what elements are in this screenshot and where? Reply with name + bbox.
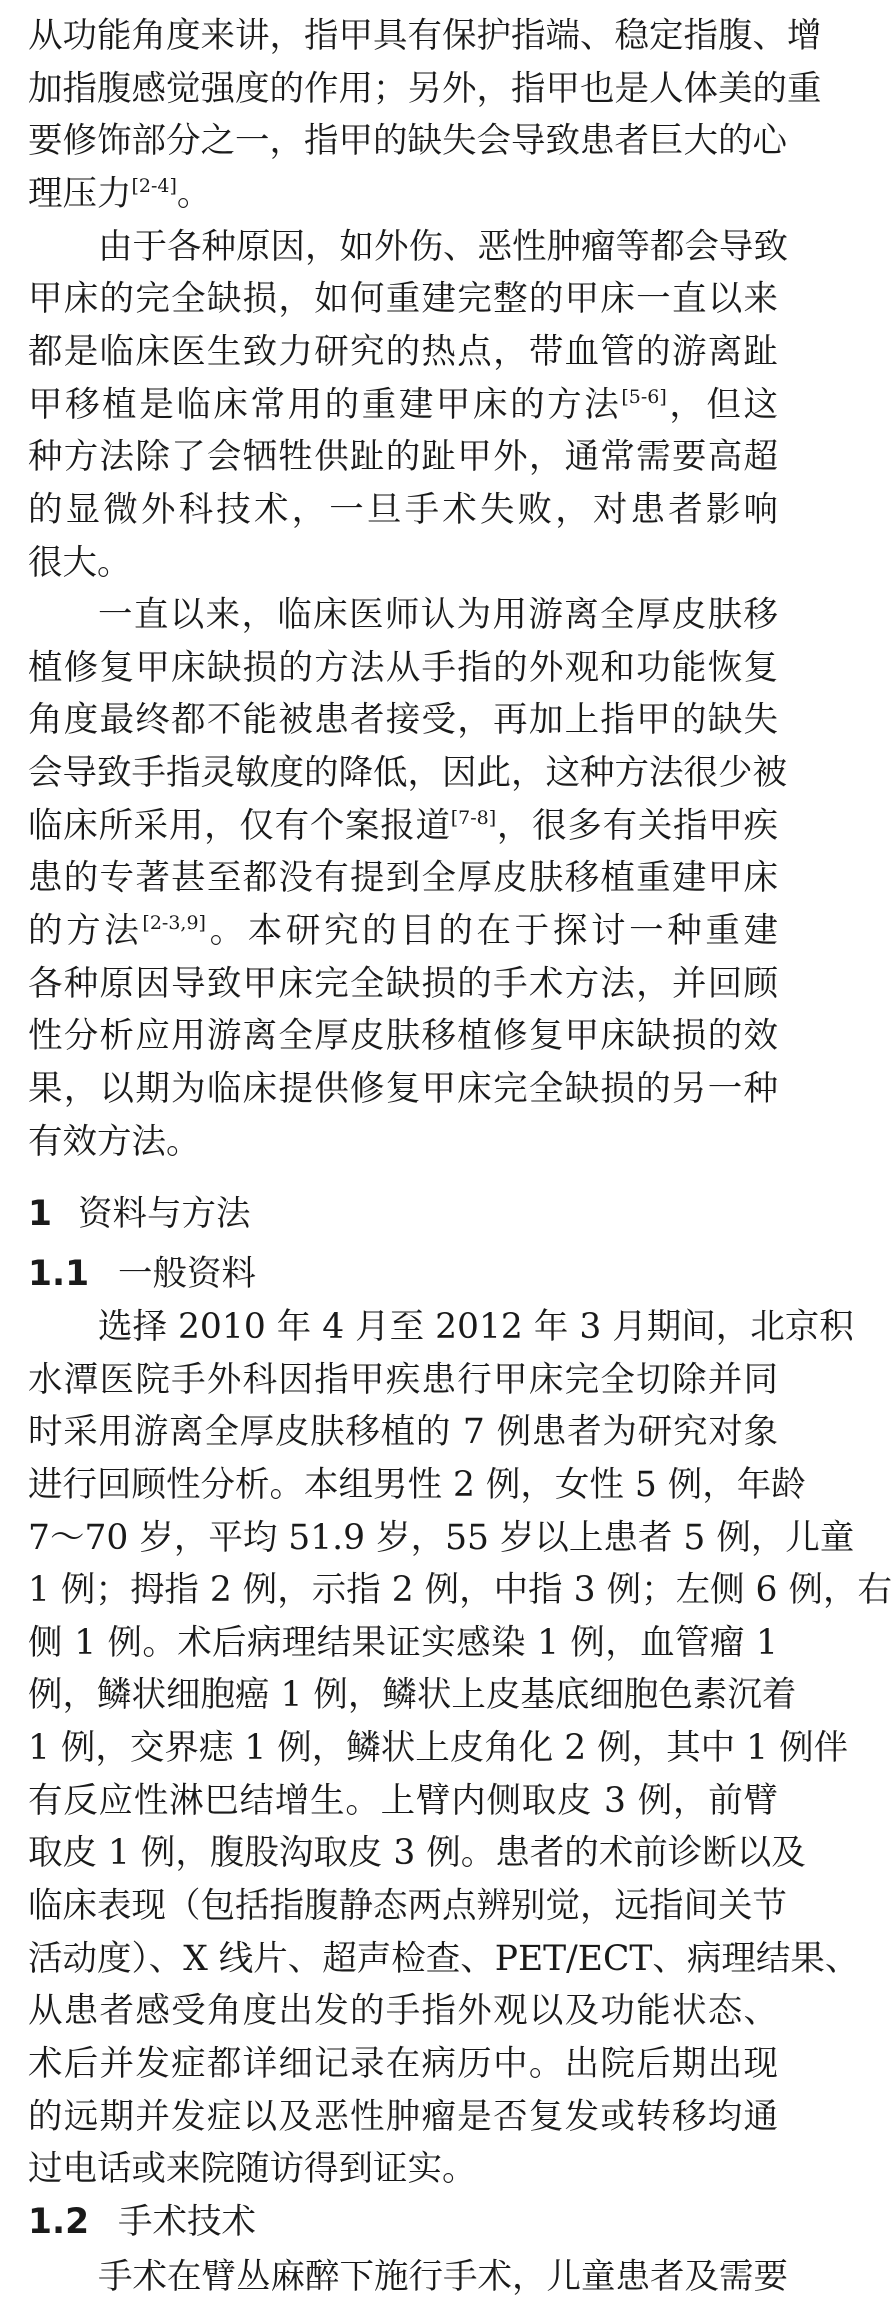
text-line: 有反应性淋巴结增生。上臂内侧取皮 3 例，前臂 bbox=[28, 1781, 778, 1821]
subsection-heading bbox=[28, 1249, 778, 1299]
text-line: 很大。 bbox=[28, 543, 132, 583]
text-line: 果，以期为临床提供修复甲床完全缺损的另一种 bbox=[28, 1069, 778, 1109]
line-text: 理压力 bbox=[28, 174, 132, 214]
line-text: ，但这 bbox=[666, 385, 778, 425]
section-heading bbox=[28, 1189, 778, 1239]
section-title: 资料与方法 bbox=[78, 1194, 251, 1234]
text-line bbox=[28, 906, 778, 956]
text-line: 种方法除了会牺牲供趾的趾甲外，通常需要高超 bbox=[28, 437, 778, 477]
line-text: 。 bbox=[176, 174, 212, 214]
line-text: 的方法 bbox=[28, 911, 143, 951]
citation: [2-3,9] bbox=[142, 912, 206, 934]
text-line bbox=[28, 169, 778, 219]
text-line: 从功能角度来讲，指甲具有保护指端、稳定指腹、增 bbox=[28, 16, 822, 56]
subsection-title: 一般资料 bbox=[118, 1254, 256, 1294]
line-text: 临床所采用，仅有个案报道 bbox=[28, 806, 451, 846]
text-line: 例，鳞状细胞癌 1 例，鳞状上皮基底细胞色素沉着 bbox=[28, 1675, 797, 1715]
citation: [2-4] bbox=[131, 175, 177, 197]
line-text: 甲移植是临床常用的重建甲床的方法 bbox=[28, 385, 622, 425]
citation: [5-6] bbox=[621, 386, 667, 408]
text-line bbox=[28, 380, 778, 430]
subsection-title: 手术技术 bbox=[118, 2202, 256, 2242]
text-line: 活动度）、X 线片、超声检查、PET/ECT、病理结果、 bbox=[28, 1939, 860, 1979]
text-line: 水潭医院手外科因指甲疾患行甲床完全切除并同 bbox=[28, 1360, 778, 1400]
text-line: 时采用游离全厚皮肤移植的 7 例患者为研究对象 bbox=[28, 1412, 778, 1452]
text-line: 1 例，交界痣 1 例，鳞状上皮角化 2 例，其中 1 例伴 bbox=[28, 1728, 849, 1768]
text-line: 加指腹感觉强度的作用；另外，指甲也是人体美的重 bbox=[28, 69, 822, 109]
text-line: 手术在臂丛麻醉下施行手术，儿童患者及需要 bbox=[98, 2257, 788, 2297]
text-line: 会导致手指灵敏度的降低，因此，这种方法很少被 bbox=[28, 753, 787, 793]
text-line: 患的专著甚至都没有提到全厚皮肤移植重建甲床 bbox=[28, 858, 778, 898]
text-line: 临床表现（包括指腹静态两点辨别觉，远指间关节 bbox=[28, 1886, 787, 1926]
text-line: 各种原因导致甲床完全缺损的手术方法，并回顾 bbox=[28, 964, 778, 1004]
subsection-number: 1.2 bbox=[28, 2202, 90, 2242]
text-line: 侧 1 例。术后病理结果证实感染 1 例，血管瘤 1 bbox=[28, 1623, 778, 1663]
text-line: 要修饰部分之一，指甲的缺失会导致患者巨大的心 bbox=[28, 121, 787, 161]
text-line: 7～70 岁，平均 51.9 岁，55 岁以上患者 5 例，儿童 bbox=[28, 1518, 855, 1558]
text-line: 由于各种原因，如外伤、恶性肿瘤等都会导致 bbox=[98, 227, 788, 267]
citation: [7-8] bbox=[450, 807, 497, 829]
text-line: 从患者感受角度出发的手指外观以及功能状态、 bbox=[28, 1991, 778, 2031]
subsection-number: 1.1 bbox=[28, 1254, 90, 1294]
text-line: 的远期并发症以及恶性肿瘤是否复发或转移均通 bbox=[28, 2097, 778, 2137]
text-line: 1 例；拇指 2 例，示指 2 例，中指 3 例；左侧 6 例，右 bbox=[28, 1570, 892, 1610]
text-line: 术后并发症都详细记录在病历中。出院后期出现 bbox=[28, 2044, 778, 2084]
text-line: 植修复甲床缺损的方法从手指的外观和功能恢复 bbox=[28, 648, 778, 688]
line-text: 。本研究的目的在于探讨一种重建 bbox=[205, 911, 778, 951]
text-line: 进行回顾性分析。本组男性 2 例，女性 5 例，年龄 bbox=[28, 1465, 806, 1505]
text-line: 角度最终都不能被患者接受，再加上指甲的缺失 bbox=[28, 700, 778, 740]
text-line: 性分析应用游离全厚皮肤移植修复甲床缺损的效 bbox=[28, 1016, 778, 1056]
text-line: 甲床的完全缺损，如何重建完整的甲床一直以来 bbox=[28, 279, 778, 319]
section-number: 1 bbox=[28, 1194, 53, 1234]
text-line: 有效方法。 bbox=[28, 1122, 201, 1162]
line-text: ，很多有关指甲疾 bbox=[496, 806, 779, 846]
text-line: 的显微外科技术，一旦手术失败，对患者影响 bbox=[28, 490, 778, 530]
text-line: 取皮 1 例，腹股沟取皮 3 例。患者的术前诊断以及 bbox=[28, 1833, 806, 1873]
text-line: 都是临床医生致力研究的热点，带血管的游离趾 bbox=[28, 332, 778, 372]
text-line: 选择 2010 年 4 月至 2012 年 3 月期间，北京积 bbox=[98, 1307, 854, 1347]
text-line bbox=[28, 801, 778, 851]
subsection-heading bbox=[28, 2197, 778, 2247]
text-line: 一直以来，临床医师认为用游离全厚皮肤移 bbox=[98, 595, 778, 635]
text-line: 过电话或来院随访得到证实。 bbox=[28, 2149, 477, 2189]
